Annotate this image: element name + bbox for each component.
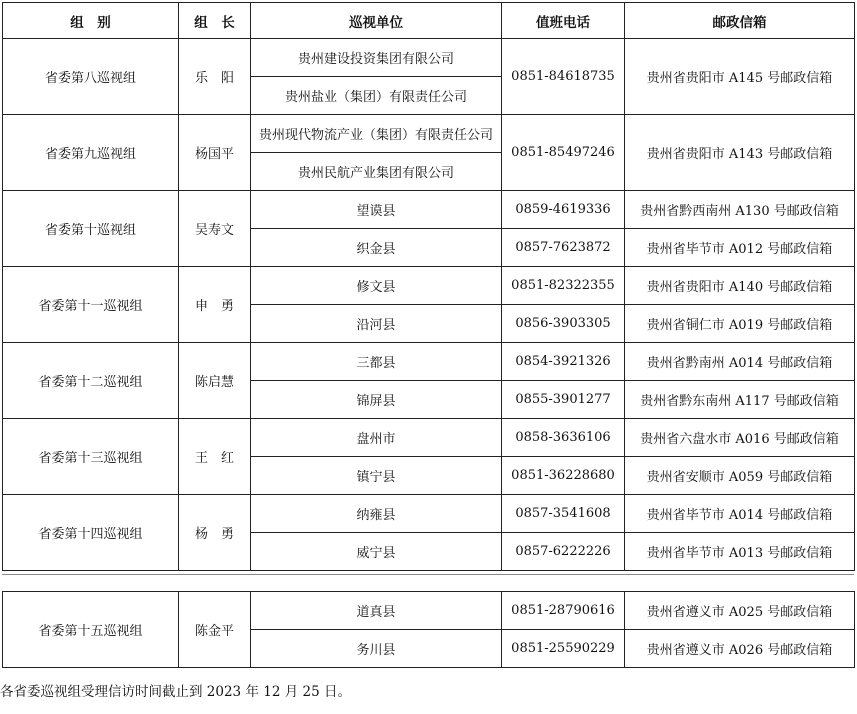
table-row — [3, 419, 855, 457]
unit-cell: 锦屏县 — [251, 381, 502, 419]
phone-cell: 0851-28790616 — [502, 592, 625, 630]
deadline-note: 各省委巡视组受理信访时间截止到 2023 年 12 月 25 日。 — [0, 684, 351, 700]
mailbox-cell: 贵州省安顺市 A059 号邮政信箱 — [625, 457, 855, 495]
table-row — [3, 495, 855, 533]
table-row — [3, 343, 855, 381]
group-leader: 乐 阳 — [179, 39, 251, 115]
table-row — [3, 191, 855, 229]
group-name: 省委第九巡视组 — [3, 115, 179, 191]
mailbox-cell: 贵州省遵义市 A026 号邮政信箱 — [625, 630, 855, 668]
table-row — [3, 115, 855, 153]
unit-cell: 道真县 — [251, 592, 502, 630]
page-break-divider — [2, 574, 854, 575]
unit-cell: 三都县 — [251, 343, 502, 381]
group-name: 省委第十五巡视组 — [3, 592, 179, 668]
group-leader: 杨 勇 — [179, 495, 251, 571]
mailbox-cell: 贵州省毕节市 A012 号邮政信箱 — [625, 229, 855, 267]
mailbox-cell: 贵州省六盘水市 A016 号邮政信箱 — [625, 419, 855, 457]
group-leader: 吴寿文 — [179, 191, 251, 267]
mailbox-cell: 贵州省贵阳市 A145 号邮政信箱 — [625, 39, 855, 115]
group-name: 省委第八巡视组 — [3, 39, 179, 115]
mailbox-cell: 贵州省黔东南州 A117 号邮政信箱 — [625, 381, 855, 419]
header-mailbox: 邮政信箱 — [625, 3, 855, 39]
header-leader: 组 长 — [179, 3, 251, 39]
mailbox-cell: 贵州省黔西南州 A130 号邮政信箱 — [625, 191, 855, 229]
phone-cell: 0851-82322355 — [502, 267, 625, 305]
mailbox-cell: 贵州省黔南州 A014 号邮政信箱 — [625, 343, 855, 381]
unit-cell: 镇宁县 — [251, 457, 502, 495]
header-group: 组 别 — [3, 3, 179, 39]
table-row — [3, 39, 855, 77]
phone-cell: 0859-4619336 — [502, 191, 625, 229]
table-row — [3, 267, 855, 305]
header-phone: 值班电话 — [502, 3, 625, 39]
phone-cell: 0857-7623872 — [502, 229, 625, 267]
unit-cell: 贵州现代物流产业（集团）有限责任公司 — [251, 115, 502, 153]
phone-cell: 0857-3541608 — [502, 495, 625, 533]
unit-cell: 贵州民航产业集团有限公司 — [251, 153, 502, 191]
phone-cell: 0858-3636106 — [502, 419, 625, 457]
phone-cell: 0851-25590229 — [502, 630, 625, 668]
unit-cell: 贵州建设投资集团有限公司 — [251, 39, 502, 77]
unit-cell: 沿河县 — [251, 305, 502, 343]
phone-cell: 0857-6222226 — [502, 533, 625, 571]
unit-cell: 盘州市 — [251, 419, 502, 457]
header-row — [3, 3, 855, 39]
phone-cell: 0856-3903305 — [502, 305, 625, 343]
group-leader: 王 红 — [179, 419, 251, 495]
phone-cell: 0854-3921326 — [502, 343, 625, 381]
unit-cell: 务川县 — [251, 630, 502, 668]
unit-cell: 修文县 — [251, 267, 502, 305]
inspection-table-continued — [2, 591, 855, 668]
group-leader: 陈金平 — [179, 592, 251, 668]
mailbox-cell: 贵州省遵义市 A025 号邮政信箱 — [625, 592, 855, 630]
mailbox-cell: 贵州省贵阳市 A143 号邮政信箱 — [625, 115, 855, 191]
group-name: 省委第十一巡视组 — [3, 267, 179, 343]
group-name: 省委第十二巡视组 — [3, 343, 179, 419]
unit-cell: 织金县 — [251, 229, 502, 267]
header-unit: 巡视单位 — [251, 3, 502, 39]
group-name: 省委第十三巡视组 — [3, 419, 179, 495]
unit-cell: 贵州盐业（集团）有限责任公司 — [251, 77, 502, 115]
phone-cell: 0851-85497246 — [502, 115, 625, 191]
unit-cell: 纳雍县 — [251, 495, 502, 533]
group-name: 省委第十四巡视组 — [3, 495, 179, 571]
phone-cell: 0851-84618735 — [502, 39, 625, 115]
unit-cell: 望谟县 — [251, 191, 502, 229]
mailbox-cell: 贵州省毕节市 A014 号邮政信箱 — [625, 495, 855, 533]
phone-cell: 0851-36228680 — [502, 457, 625, 495]
group-name: 省委第十巡视组 — [3, 191, 179, 267]
group-leader: 申 勇 — [179, 267, 251, 343]
mailbox-cell: 贵州省铜仁市 A019 号邮政信箱 — [625, 305, 855, 343]
mailbox-cell: 贵州省贵阳市 A140 号邮政信箱 — [625, 267, 855, 305]
mailbox-cell: 贵州省毕节市 A013 号邮政信箱 — [625, 533, 855, 571]
group-leader: 杨国平 — [179, 115, 251, 191]
table-row — [3, 592, 855, 630]
unit-cell: 威宁县 — [251, 533, 502, 571]
group-leader: 陈启慧 — [179, 343, 251, 419]
inspection-table — [2, 2, 855, 571]
phone-cell: 0855-3901277 — [502, 381, 625, 419]
